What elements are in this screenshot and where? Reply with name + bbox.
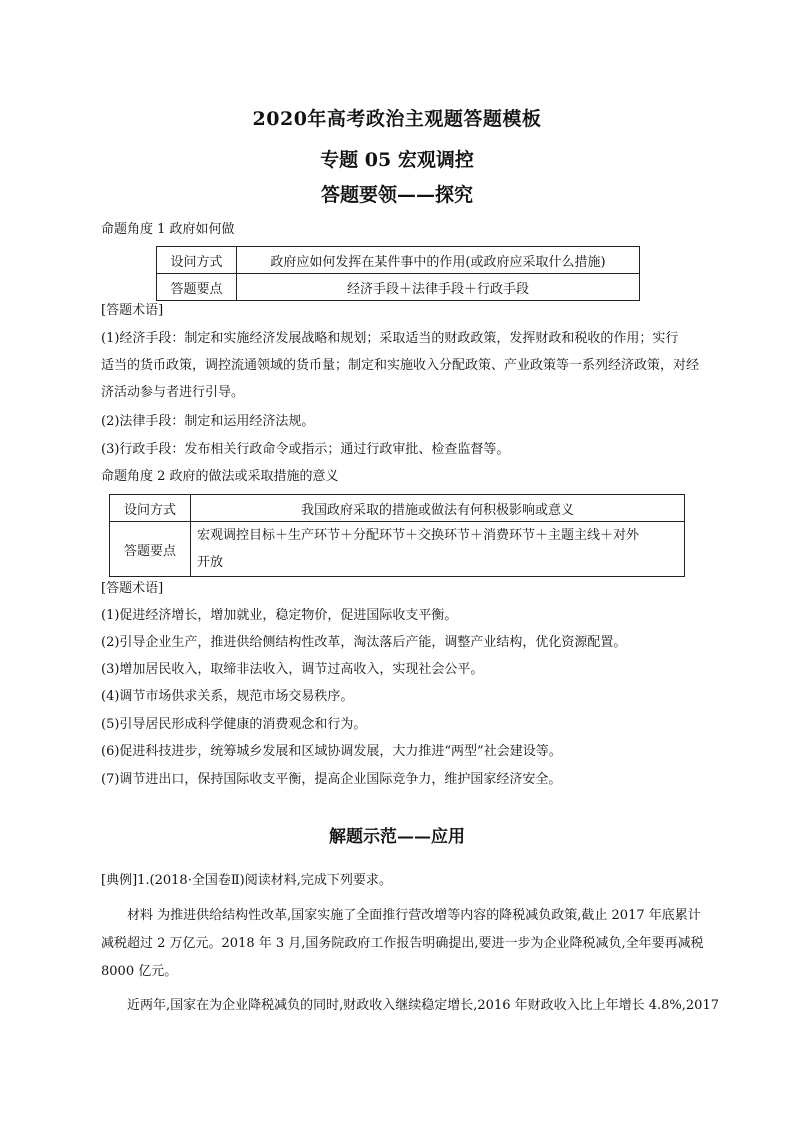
angle2-row2-label: 答题要点 xyxy=(110,522,191,577)
example-line-5: 近两年,国家在为企业降税减负的同时,财政收入继续稳定增长,2016 年财政收入比上年增长 4.8%,2017 xyxy=(101,998,719,1013)
angle1-line-1: (1)经济手段：制定和实施经济发展战略和规划；采取适当的财政政策，发挥财政和税收的作用；实行 xyxy=(101,331,679,346)
angle2-term-label: [答题术语] xyxy=(101,581,164,596)
angle1-row2-value: 经济手段＋法律手段＋行政手段 xyxy=(237,274,640,301)
angle1-term-label: [答题术语] xyxy=(101,303,164,318)
angle2-line-1: (1)促进经济增长，增加就业，稳定物价，促进国际收支平衡。 xyxy=(101,608,458,623)
angle1-line-2: 适当的货币政策，调控流通领域的货币量；制定和实施收入分配政策、产业政策等一系列经济政策，对经 xyxy=(101,358,700,373)
angle2-line-2: (2)引导企业生产，推进供给侧结构性改革，淘汰落后产能，调整产业结构，优化资源配置。 xyxy=(101,635,627,650)
angle2-line-4: (4)调节市场供求关系，规范市场交易秩序。 xyxy=(101,689,354,704)
angle2-row2-value-line-2: 开放 xyxy=(197,555,224,570)
angle2-line-3: (3)增加居民收入，取缔非法收入，调节过高收入，实现社会公平。 xyxy=(101,662,484,677)
section-title-2: 解题示范——应用 xyxy=(329,827,465,847)
angle2-row1-value: 我国政府采取的措施或做法有何积极影响或意义 xyxy=(191,495,685,522)
section-title-1: 答题要领——探究 xyxy=(320,184,473,206)
angle2-row2-value xyxy=(191,522,685,577)
angle1-row1-value: 政府应如何发挥在某件事中的作用(或政府应采取什么措施) xyxy=(237,247,640,274)
main-title: 2020年高考政治主观题答题模板 xyxy=(252,108,542,130)
angle1-line-5: (3)行政手段：发布相关行政命令或指示；通过行政审批、检查监督等。 xyxy=(101,442,510,457)
angle1-heading: 命题角度 1 政府如何做 xyxy=(101,222,235,237)
angle2-table xyxy=(109,494,685,577)
angle2-line-7: (7)调节进出口，保持国际收支平衡，提高企业国际竞争力，维护国家经济安全。 xyxy=(101,772,562,787)
angle2-heading: 命题角度 2 政府的做法或采取措施的意义 xyxy=(101,469,339,484)
angle2-line-5: (5)引导居民形成科学健康的消费观念和行为。 xyxy=(101,717,367,732)
example-line-4: 8000 亿元。 xyxy=(101,964,178,979)
angle2-line-6: (6)促进科技进步，统筹城乡发展和区域协调发展，大力推进“两型”社会建设等。 xyxy=(101,744,562,759)
example-line-2: 材料 为推进供给结构性改革,国家实施了全面推行营改增等内容的降税减负政策,截止 2017 年底累计 xyxy=(101,908,701,923)
angle1-line-3: 济活动参与者进行引导。 xyxy=(101,385,245,400)
angle1-line-4: (2)法律手段：制定和运用经济法规。 xyxy=(101,414,315,429)
angle1-row2-label: 答题要点 xyxy=(157,274,237,301)
example-line-1: [典例]1.(2018·全国卷Ⅱ)阅读材料,完成下列要求。 xyxy=(101,873,392,888)
angle1-row1-label: 设问方式 xyxy=(157,247,237,274)
angle1-table xyxy=(156,246,640,301)
angle2-row2-value-line-1: 宏观调控目标＋生产环节＋分配环节＋交换环节＋消费环节＋主题主线＋对外 xyxy=(197,528,640,543)
angle2-row1-label: 设问方式 xyxy=(110,495,191,522)
example-line-3: 减税超过 2 万亿元。2018 年 3 月,国务院政府工作报告明确提出,要进一步为企业降税减负,全年要再减税 xyxy=(101,936,704,951)
topic-title: 专题 05 宏观调控 xyxy=(320,149,474,171)
